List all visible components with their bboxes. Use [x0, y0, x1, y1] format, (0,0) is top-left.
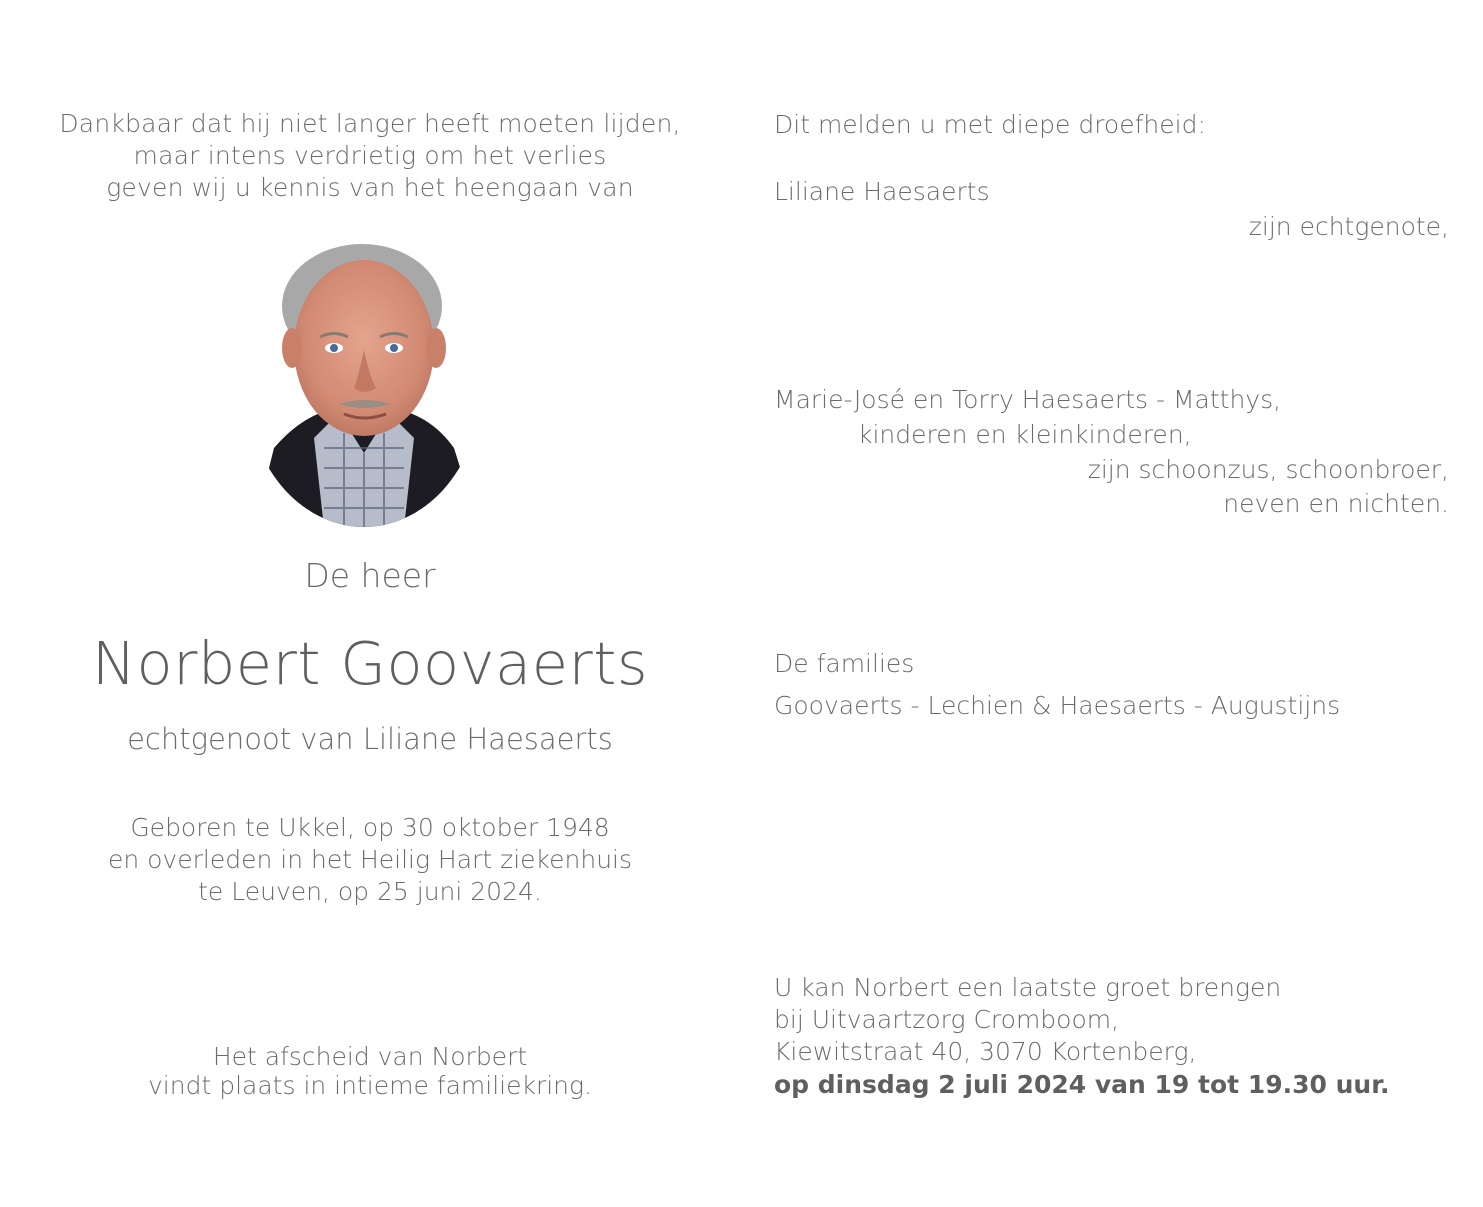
intro-line-3: geven wij u kennis van het heengaan van	[106, 173, 634, 202]
farewell-text	[40, 1042, 700, 1100]
wife-role: zijn echtgenote,	[1248, 212, 1449, 241]
farewell-line-2: vindt plaats in intieme familiekring.	[148, 1071, 592, 1100]
visit-date: op dinsdag 2 juli 2024 van 19 tot 19.30 uur.	[774, 1070, 1390, 1099]
families-names: Goovaerts - Lechien & Haesaerts - Augustijns	[774, 691, 1341, 720]
intro-text	[40, 108, 700, 204]
birth-line-1: Geboren te Ukkel, op 30 oktober 1948	[130, 813, 610, 842]
family-line-4: neven en nichten.	[1223, 489, 1449, 518]
farewell-line-1: Het afscheid van Norbert	[212, 1042, 528, 1071]
birth-death-text	[40, 812, 700, 908]
title-honorific: De heer	[304, 556, 436, 595]
families-label: De families	[774, 649, 915, 678]
visit-line-2: bij Uitvaartzorg Cromboom,	[774, 1005, 1120, 1034]
intro-line-1: Dankbaar dat hij niet langer heeft moeten lijden,	[59, 109, 681, 138]
visit-line-3: Kiewitstraat 40, 3070 Kortenberg,	[774, 1037, 1197, 1066]
family-line-3: zijn schoonzus, schoonbroer,	[1087, 455, 1449, 484]
announce-text: Dit melden u met diepe droefheid:	[774, 110, 1206, 139]
birth-line-3: te Leuven, op 25 juni 2024.	[198, 877, 542, 906]
family-line-1: Marie-José en Torry Haesaerts - Matthys,	[774, 385, 1282, 414]
wife-name: Liliane Haesaerts	[774, 177, 990, 206]
spouse-line: echtgenoot van Liliane Haesaerts	[127, 722, 613, 756]
deceased-name: Norbert Goovaerts	[91, 629, 649, 698]
visit-line-1: U kan Norbert een laatste groet brengen	[774, 973, 1282, 1002]
intro-line-2: maar intens verdrietig om het verlies	[133, 141, 607, 170]
birth-line-2: en overleden in het Heilig Hart ziekenhuis	[107, 845, 633, 874]
portrait-photo	[244, 238, 484, 528]
family-line-2: kinderen en kleinkinderen,	[858, 420, 1192, 449]
